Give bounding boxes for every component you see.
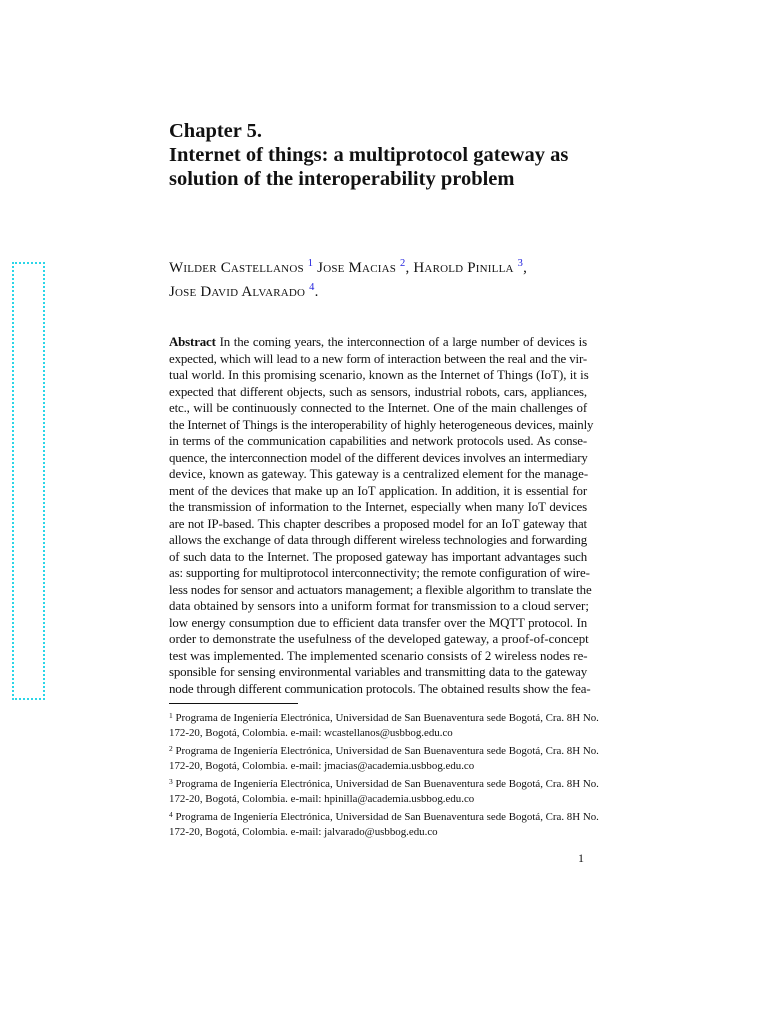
chapter-title-line-1: Internet of things: a multiprotocol gateway as xyxy=(169,144,569,166)
chapter-heading xyxy=(169,119,587,191)
footnote-link[interactable]: 2 xyxy=(400,258,406,269)
abstract-line: Abstract In the coming years, the interconnection of a large number of devices is xyxy=(169,335,587,349)
author-list: Wilder Castellanos $^1$ Jose Macias $^2$, Harold Pinilla $^3$, Jose David Alvarado $^4$. xyxy=(169,258,528,300)
author-name: Wilder Castellanos xyxy=(169,260,304,276)
abstract-line: allows the exchange of data through different wireless technologies and forwarding xyxy=(169,533,587,547)
abstract-line: etc., will be continuously connected to the Internet. One of the main challenges of xyxy=(169,401,587,415)
abstract-line: expected, which will lead to a new form of interaction between the real and the vir- xyxy=(169,351,587,366)
footnote-continuation: 172-20, Bogotá, Colombia. e-mail: jalvarado@usbbog.edu.co xyxy=(169,826,438,838)
footnote-number: 4 xyxy=(169,810,173,819)
abstract-line: are not IP-based. This chapter describes a proposed model for an IoT gateway that xyxy=(169,516,587,531)
abstract-line: order to demonstrate the usefulness of the developed gateway, a proof-of-concept xyxy=(169,632,589,646)
abstract-line: sponsible for sensing environmental variables and transmitting data to the gateway xyxy=(169,665,587,679)
footnote-link[interactable]: 4 xyxy=(309,282,315,293)
abstract-line: in terms of the communication capabilities and network protocols used. As conse- xyxy=(169,434,587,448)
footnote-number: 2 xyxy=(169,744,173,753)
abstract-line: the Internet of Things is the interoperability of highly heterogeneous devices, mainly xyxy=(169,417,594,432)
abstract-line: test was implemented. The implemented scenario consists of 2 wireless nodes re- xyxy=(169,648,588,663)
margin-dotted-frame xyxy=(12,262,45,700)
footnote-rule xyxy=(169,703,298,704)
footnote-continuation: 172-20, Bogotá, Colombia. e-mail: hpinilla@academia.usbbog.edu.co xyxy=(169,793,475,805)
abstract-line: node through different communication protocols. The obtained results show the fea- xyxy=(169,681,591,696)
footnote-continuation: 172-20, Bogotá, Colombia. e-mail: wcastellanos@usbbog.edu.co xyxy=(169,727,453,739)
footnote: $^1$ Programa de Ingeniería Electrónica, Universidad de San Buenaventura sede Bogotá, Cra. 8H No. xyxy=(169,711,599,724)
abstract-line: less nodes for sensor and actuators management; a flexible algorithm to translate the xyxy=(169,582,592,597)
abstract-line: data obtained by sensors into a uniform format for transmission to a cloud server; xyxy=(169,599,589,613)
footnote-link[interactable]: 1 xyxy=(307,258,314,269)
footnote-number: 3 xyxy=(169,777,173,786)
author-name: Jose David Alvarado xyxy=(169,284,306,300)
abstract-line: device, known as gateway. This gateway is a centralized element for the manage- xyxy=(169,467,589,481)
abstract-line: the transmission of information to the Internet, especially when many IoT devices xyxy=(169,500,587,514)
author-name: Jose Macias xyxy=(317,260,397,276)
page-number: 1 xyxy=(578,851,584,865)
footnotes xyxy=(169,708,599,840)
abstract-label: Abstract xyxy=(169,335,216,349)
abstract-line: quence, the interconnection model of the different devices involves an intermediary xyxy=(169,450,588,465)
footnote-link[interactable]: 3 xyxy=(517,258,524,269)
abstract-line: ment of the devices that make up an IoT application. In addition, it is essential for xyxy=(169,483,587,498)
abstract-line: expected that different objects, such as sensors, industrial robots, cars, appliances, xyxy=(169,384,587,399)
abstract-line: low energy consumption due to efficient data transfer over the MQTT protocol. In xyxy=(169,615,587,630)
abstract-line: of such data to the Internet. The proposed gateway has important advantages such xyxy=(169,549,587,564)
author-name: Harold Pinilla xyxy=(413,260,514,276)
abstract-line: as: supporting for multiprotocol interconnectivity; the remote configuration of wire- xyxy=(169,566,590,580)
abstract-line: tual world. In this promising scenario, known as the Internet of Things (IoT), it is xyxy=(169,368,589,382)
chapter-title-line-2: solution of the interoperability problem xyxy=(169,168,515,190)
footnote: $^2$ Programa de Ingeniería Electrónica, Universidad de San Buenaventura sede Bogotá, Cra. 8H No. xyxy=(169,744,599,757)
footnote-continuation: 172-20, Bogotá, Colombia. e-mail: jmacias@academia.usbbog.edu.co xyxy=(169,760,475,772)
footnote-number: 1 xyxy=(169,711,173,720)
abstract xyxy=(169,334,594,697)
chapter-label: Chapter 5. xyxy=(169,120,263,142)
footnote: $^4$ Programa de Ingeniería Electrónica, Universidad de San Buenaventura sede Bogotá, Cra. 8H No. xyxy=(169,810,599,823)
footnote: $^3$ Programa de Ingeniería Electrónica, Universidad de San Buenaventura sede Bogotá, Cra. 8H No. xyxy=(169,777,599,790)
